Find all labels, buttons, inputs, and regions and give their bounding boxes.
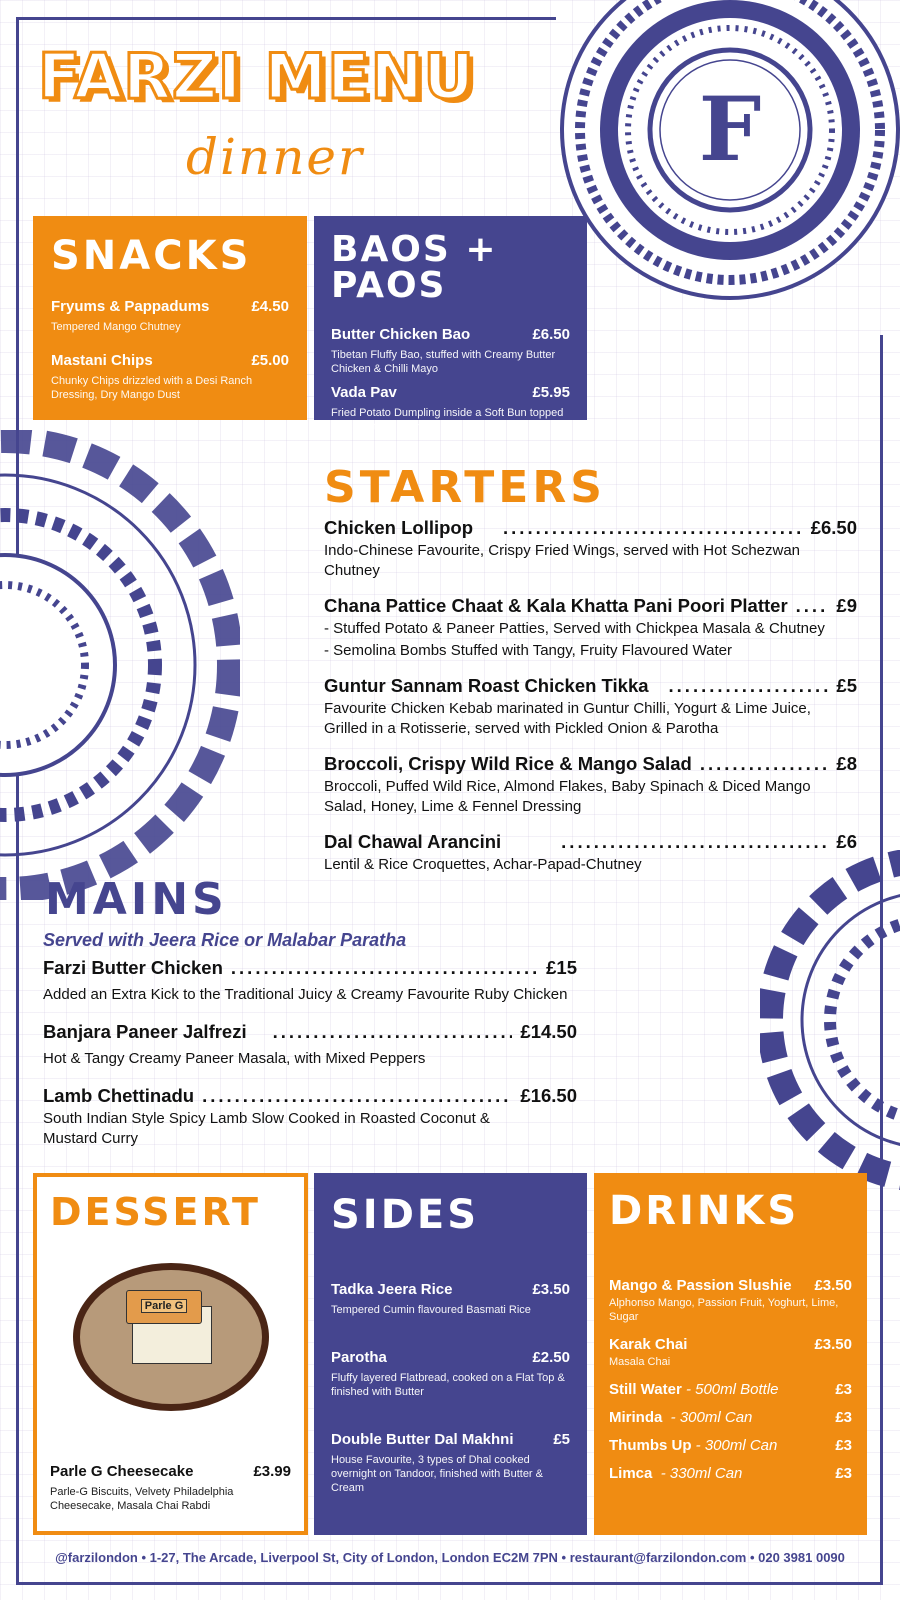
item-name: Mirinda xyxy=(609,1409,663,1426)
snacks-box xyxy=(33,216,307,420)
drinks-simple-item xyxy=(609,1381,852,1398)
footer-contact: @farzilondon • 1-27, The Arcade, Liverpool St, City of London, London EC2M 7PN • restaurant@farzilondon.com • 020 3981 0090 xyxy=(55,1550,845,1565)
sides-heading: SIDES xyxy=(331,1192,480,1238)
item-price: £3.50 xyxy=(532,1281,570,1298)
item-desc: Tibetan Fluffy Bao, stuffed with Creamy Butter Chicken & Chilli Mayo xyxy=(331,349,556,375)
sides-item xyxy=(331,1431,570,1495)
item-desc: - Stuffed Potato & Paneer Patties, Served with Chickpea Masala & Chutney xyxy=(324,620,825,637)
item-name: Butter Chicken Bao xyxy=(331,326,471,343)
item-name: Broccoli, Crispy Wild Rice & Mango Salad xyxy=(324,753,692,774)
drinks-item xyxy=(609,1277,852,1324)
item-name: Thumbs Up xyxy=(609,1437,692,1454)
logo-mandala xyxy=(560,0,900,300)
item-name: Tadka Jeera Rice xyxy=(331,1281,453,1298)
item-name: Guntur Sannam Roast Chicken Tikka xyxy=(324,675,649,696)
starter-item xyxy=(324,595,857,661)
item-desc: Alphonso Mango, Passion Fruit, Yoghurt, Lime, Sugar xyxy=(609,1297,839,1323)
item-note: - 500ml Bottle xyxy=(681,1381,779,1398)
baos-item xyxy=(331,326,570,376)
drinks-box xyxy=(594,1173,867,1535)
item-name: Still Water xyxy=(609,1381,682,1398)
item-price: £8 xyxy=(836,753,857,774)
starters-heading: STARTERS xyxy=(324,462,606,513)
item-desc: Favourite Chicken Kebab marinated in Guntur Chilli, Yogurt & Lime Juice, Grilled in a Rotisserie, served with Pickled Onion & Parotha xyxy=(324,700,811,737)
item-price: £5 xyxy=(553,1431,570,1448)
starter-item xyxy=(324,753,857,817)
biscuit xyxy=(126,1290,202,1324)
item-price: £5.95 xyxy=(532,384,570,401)
item-price: £5 xyxy=(836,675,857,696)
item-name: Dal Chawal Arancini xyxy=(324,831,502,852)
main-item xyxy=(43,1021,577,1069)
item-desc: Masala Chai xyxy=(609,1356,671,1368)
item-price: £3.99 xyxy=(253,1463,291,1480)
mains-heading: MAINS xyxy=(45,874,228,925)
item-name: Karak Chai xyxy=(609,1336,688,1353)
item-note: - 300ml Can xyxy=(691,1437,778,1454)
sides-item xyxy=(331,1349,570,1399)
item-name: Vada Pav xyxy=(331,384,397,401)
mains-list xyxy=(43,957,577,1149)
baos-item xyxy=(331,384,570,434)
item-name: Lamb Chettinadu xyxy=(43,1085,195,1106)
item-price: £6.50 xyxy=(810,517,857,538)
item-desc: Lentil & Rice Croquettes, Achar-Papad-Chutney xyxy=(324,856,642,873)
item-desc: House Favourite, 3 types of Dhal cooked overnight on Tandoor, finished with Butter & Cream xyxy=(331,1454,543,1494)
frame-bottom-line xyxy=(16,1582,883,1585)
item-price: £4.50 xyxy=(251,298,289,315)
item-name: Banjara Paneer Jalfrezi xyxy=(43,1021,247,1042)
starter-item xyxy=(324,517,857,581)
baos-heading: BAOS + PAOS xyxy=(331,229,498,306)
dessert-heading: DESSERT xyxy=(50,1190,261,1234)
item-price: £14.50 xyxy=(520,1021,577,1042)
snacks-item xyxy=(51,298,289,334)
item-desc-2: - Semolina Bombs Stuffed with Tangy, Fruity Flavoured Water xyxy=(324,642,732,659)
item-name: Parle G Cheesecake xyxy=(50,1463,194,1480)
item-price: £6 xyxy=(836,831,857,852)
item-price: £9 xyxy=(836,595,857,616)
item-price: £3 xyxy=(835,1409,852,1426)
item-price: £3.50 xyxy=(814,1336,852,1353)
snacks-item xyxy=(51,352,289,402)
item-price: £3 xyxy=(835,1437,852,1454)
starters-list xyxy=(324,517,857,875)
drinks-simple-item xyxy=(609,1465,852,1482)
item-desc: Hot & Tangy Creamy Paneer Masala, with Mixed Peppers xyxy=(43,1050,426,1067)
item-price: £15 xyxy=(546,957,577,978)
starter-item xyxy=(324,831,857,875)
item-name: Parotha xyxy=(331,1349,387,1366)
item-name: Chana Pattice Chaat & Kala Khatta Pani Poori Platter xyxy=(324,595,788,616)
drinks-heading: DRINKS xyxy=(609,1188,800,1234)
menu-subtitle: dinner xyxy=(186,128,364,186)
dessert-item xyxy=(50,1463,291,1513)
logo-letter: F xyxy=(698,77,762,181)
item-desc: Fluffy layered Flatbread, cooked on a Flat Top & finished with Butter xyxy=(331,1372,565,1398)
item-name: Limca xyxy=(609,1465,653,1482)
starter-item xyxy=(324,675,857,739)
item-price: £16.50 xyxy=(520,1085,577,1106)
item-price: £5.00 xyxy=(251,352,289,369)
item-price: £3.50 xyxy=(814,1277,852,1294)
item-desc: Added an Extra Kick to the Traditional Juicy & Creamy Favourite Ruby Chicken xyxy=(43,986,568,1003)
sides-item xyxy=(331,1281,570,1317)
item-name: Mango & Passion Slushie xyxy=(609,1277,792,1294)
dessert-illustration xyxy=(73,1263,269,1411)
item-desc: Tempered Mango Chutney xyxy=(51,321,181,333)
item-price: £3 xyxy=(835,1465,852,1482)
item-desc: Parle-G Biscuits, Velvety Philadelphia Cheesecake, Masala Chai Rabdi xyxy=(50,1486,234,1512)
item-desc: Tempered Cumin flavoured Basmati Rice xyxy=(331,1304,531,1316)
item-name: Double Butter Dal Makhni xyxy=(331,1431,514,1448)
right-mandala xyxy=(760,850,900,1190)
snacks-heading: SNACKS xyxy=(51,233,252,279)
left-mandala xyxy=(0,430,240,900)
dessert-box xyxy=(33,1173,308,1535)
item-name: Mastani Chips xyxy=(51,352,153,369)
item-note: - 300ml Can xyxy=(662,1409,753,1426)
sides-box xyxy=(314,1173,587,1535)
drinks-item xyxy=(609,1336,852,1369)
baos-box xyxy=(314,216,587,433)
item-desc: South Indian Style Spicy Lamb Slow Cooked in Roasted Coconut & Mustard Curry xyxy=(43,1110,490,1147)
item-name: Chicken Lollipop xyxy=(324,517,474,538)
item-desc: Indo-Chinese Favourite, Crispy Fried Wings, served with Hot Schezwan Chutney xyxy=(324,542,801,579)
item-note: - 330ml Can xyxy=(652,1465,743,1482)
menu-title: FARZI MENU xyxy=(38,40,475,113)
item-name: Fryums & Pappadums xyxy=(51,298,210,315)
biscuit-label: Parle G xyxy=(141,1299,188,1313)
item-price: £3 xyxy=(835,1381,852,1398)
item-name: Farzi Butter Chicken xyxy=(43,957,223,978)
item-price: £2.50 xyxy=(532,1349,570,1366)
drinks-simple-item xyxy=(609,1409,852,1426)
mains-note: Served with Jeera Rice or Malabar Paratha xyxy=(43,930,407,950)
drinks-simple-item xyxy=(609,1437,852,1454)
main-item xyxy=(43,957,577,1005)
item-desc: Fried Potato Dumpling inside a Soft Bun topped with Chutney & Crispy Bits xyxy=(331,407,564,433)
item-price: £6.50 xyxy=(532,326,570,343)
main-item xyxy=(43,1085,577,1149)
item-desc: Broccoli, Puffed Wild Rice, Almond Flakes, Baby Spinach & Diced Mango Salad, Honey, Lime & Fennel Dressing xyxy=(324,778,811,815)
item-desc: Chunky Chips drizzled with a Desi Ranch Dressing, Dry Mango Dust xyxy=(51,375,253,401)
frame-top-line xyxy=(16,17,556,20)
